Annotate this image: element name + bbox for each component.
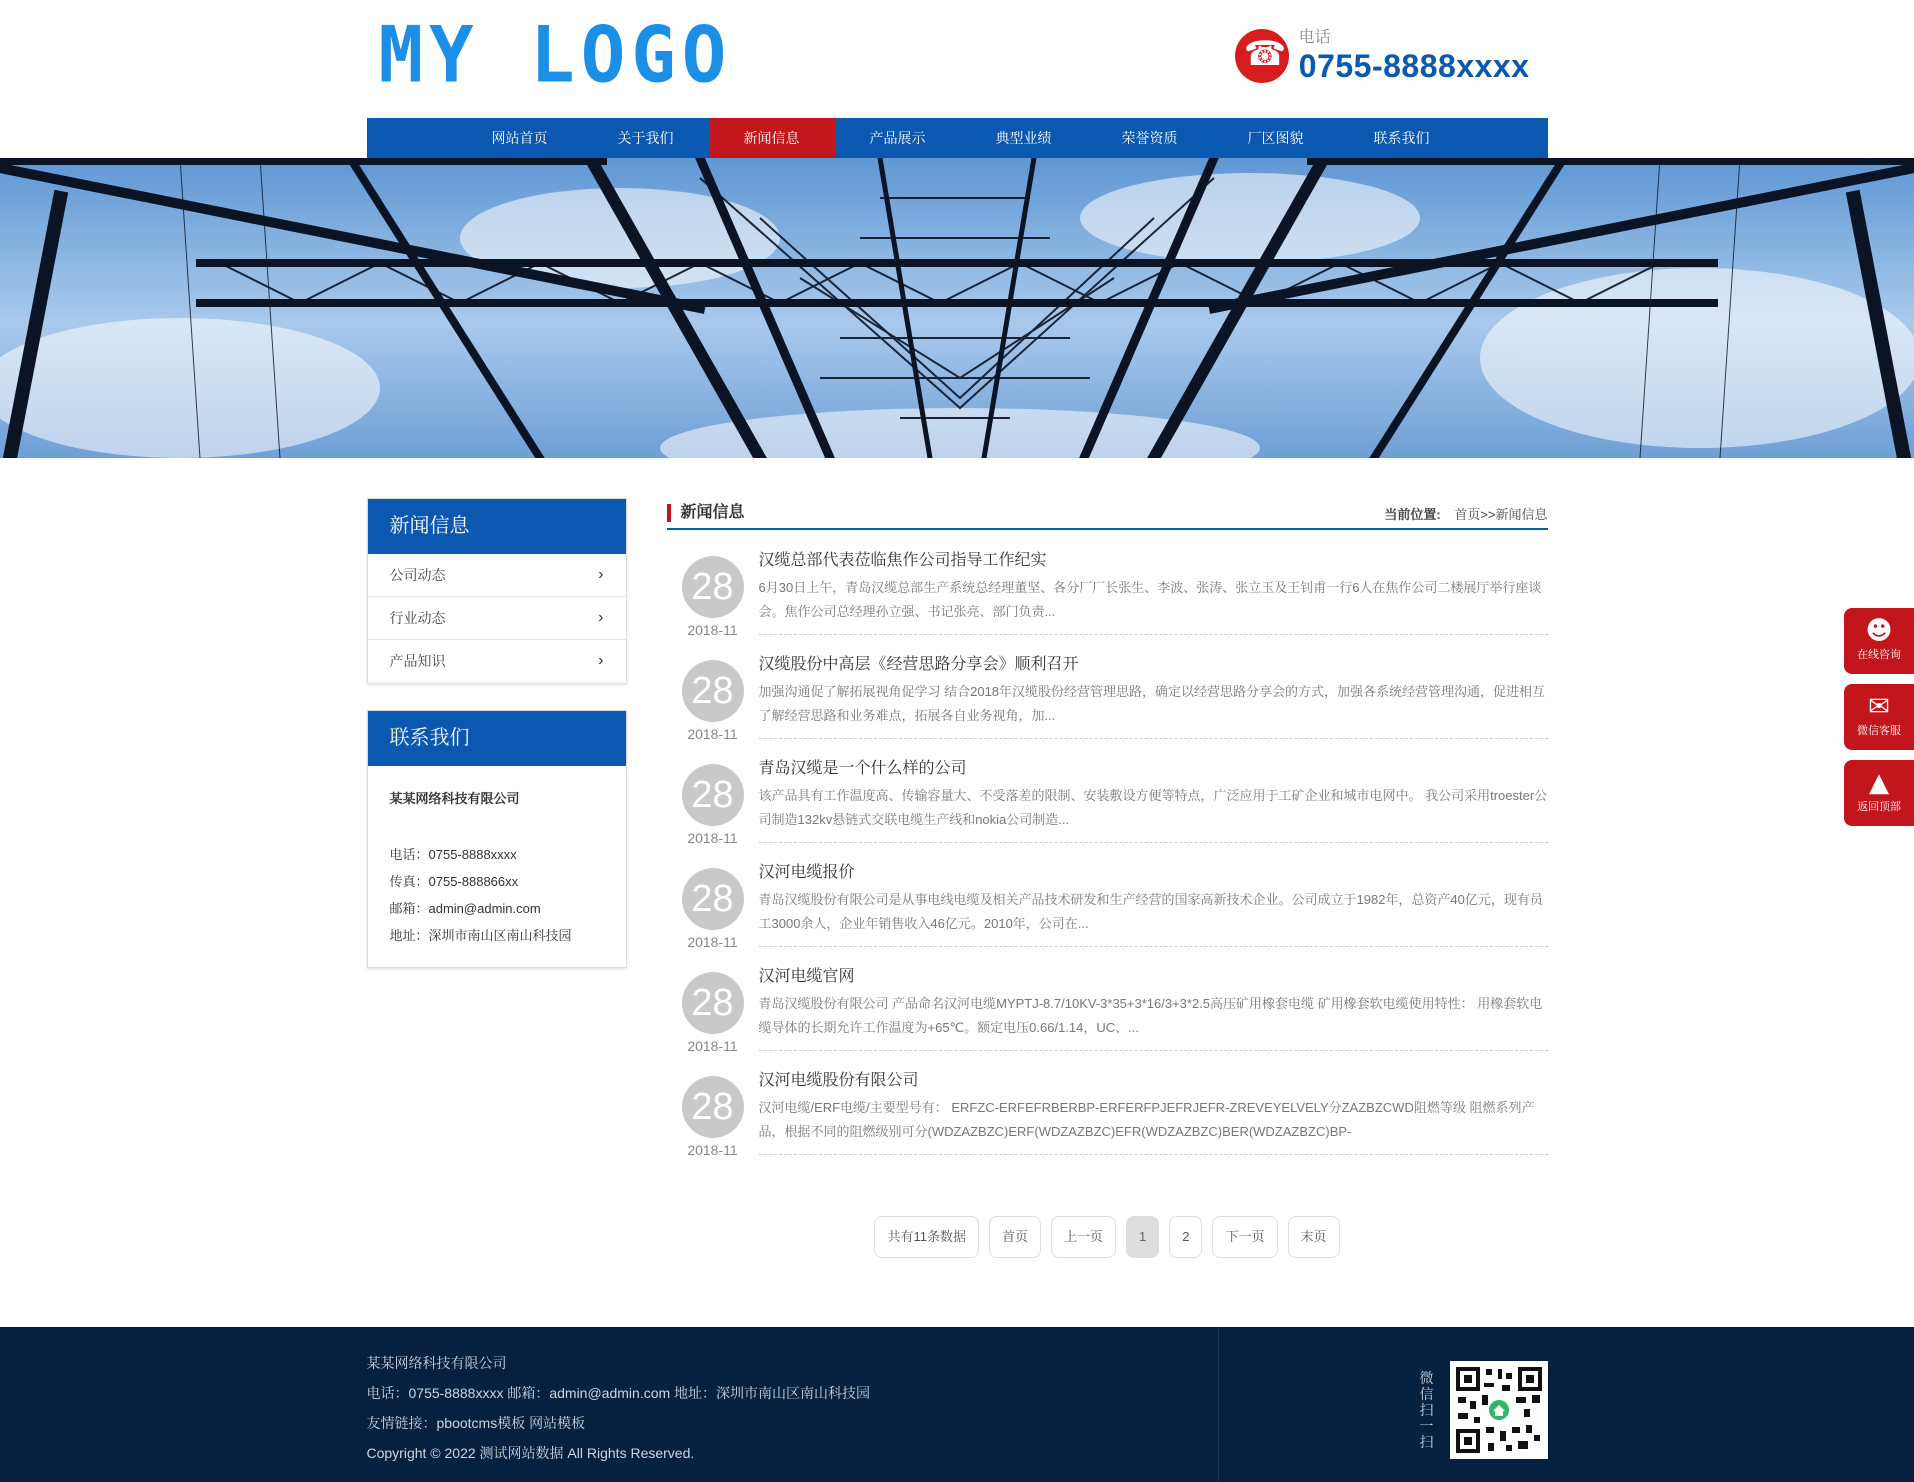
site-header bbox=[367, 0, 1548, 118]
pagination-last-button[interactable]: 末页 bbox=[1288, 1216, 1340, 1258]
nav-item-about[interactable]: 关于我们 bbox=[617, 130, 674, 146]
pagination-page-1[interactable]: 1 bbox=[1126, 1216, 1159, 1258]
chevron-right-icon: › bbox=[598, 652, 604, 669]
date-day: 28 bbox=[682, 660, 744, 722]
wechat-service-button[interactable] bbox=[1844, 684, 1914, 750]
contact-title: 联系我们 bbox=[368, 711, 626, 766]
pagination-page-2[interactable]: 2 bbox=[1169, 1216, 1202, 1258]
banner-image bbox=[0, 158, 1914, 458]
news-date bbox=[667, 964, 759, 1068]
content-area bbox=[667, 498, 1548, 1258]
pagination-total: 共有11条数据 bbox=[874, 1216, 979, 1258]
online-consult-button[interactable] bbox=[1844, 608, 1914, 674]
footer-divider bbox=[1218, 1327, 1219, 1482]
pagination-first-button[interactable]: 首页 bbox=[989, 1216, 1041, 1258]
breadcrumb-path[interactable]: 首页>>新闻信息 bbox=[1454, 506, 1548, 522]
breadcrumb bbox=[1384, 504, 1547, 523]
date-year-month: 2018-11 bbox=[687, 1038, 738, 1054]
phone-icon bbox=[1235, 29, 1289, 83]
contact-box bbox=[367, 710, 627, 968]
news-title[interactable]: 青岛汉缆是一个什么样的公司 bbox=[758, 760, 967, 777]
nav-item-home[interactable]: 网站首页 bbox=[491, 130, 548, 146]
news-summary: 该产品具有工作温度高、传输容量大、不受落差的限制、安装敷设方便等特点，广泛应用于工矿企业和城市电网中。 我公司采用troester公司制造132kv悬链式交联电缆生产线和nokia公司制造... bbox=[758, 788, 1548, 827]
date-year-month: 2018-11 bbox=[687, 830, 738, 846]
nav-item-honors[interactable]: 荣誉资质 bbox=[1121, 130, 1178, 146]
category-title: 新闻信息 bbox=[368, 499, 626, 554]
list-item[interactable] bbox=[667, 860, 1548, 964]
logo-text: MY LOGO bbox=[378, 9, 733, 101]
list-item[interactable] bbox=[667, 652, 1548, 756]
date-year-month: 2018-11 bbox=[687, 726, 738, 742]
date-day: 28 bbox=[682, 972, 744, 1034]
contact-fax: 传真：0755-888866xx bbox=[389, 874, 519, 889]
contact-address: 地址：深圳市南山区南山科技园 bbox=[389, 928, 572, 943]
date-year-month: 2018-11 bbox=[687, 622, 738, 638]
news-date bbox=[667, 548, 759, 652]
news-summary: 青岛汉缆股份有限公司 产品命名汉河电缆MYPTJ-8.7/10KV-3*35+3*16/3+3*2.5高压矿用橡套电缆 矿用橡套软电缆使用特性： 用橡套软电缆导体的长期允许工作温度为+65℃。额定电压0.66/1.14，UC、... bbox=[758, 996, 1543, 1035]
list-item[interactable] bbox=[667, 1068, 1548, 1172]
sidebar-item-label: 公司动态 bbox=[389, 567, 446, 583]
date-day: 28 bbox=[682, 868, 744, 930]
qr-code bbox=[1450, 1361, 1548, 1459]
breadcrumb-label: 当前位置: bbox=[1384, 506, 1441, 522]
news-summary: 加强沟通促了解拓展视角促学习 结合2018年汉缆股份经营管理思路，确定以经营思路分享会的方式，加强各系统经营管理沟通，促进相互了解经营思路和业务难点，拓展各自业务视角，加... bbox=[758, 684, 1546, 723]
news-summary: 6月30日上午，青岛汉缆总部生产系统总经理董坚、各分厂厂长张生、李波、张涛、张立玉及王钊甫一行6人在焦作公司二楼展厅举行座谈会。焦作公司总经理孙立强、书记张亮、部门负责... bbox=[758, 580, 1542, 619]
pylon-graphic bbox=[0, 158, 1914, 458]
news-date bbox=[667, 652, 759, 756]
sidebar-item-company-news[interactable] bbox=[368, 554, 626, 597]
wechat-scan-label: 微信扫一扫 bbox=[1419, 1370, 1434, 1450]
chevron-right-icon: › bbox=[598, 609, 604, 626]
date-day: 28 bbox=[682, 556, 744, 618]
news-title[interactable]: 汉河电缆官网 bbox=[758, 968, 855, 985]
sidebar bbox=[367, 498, 627, 1258]
news-summary: 汉河电缆/ERF电缆/主要型号有： ERFZC-ERFEFRBERBP-ERFERFPJEFRJEFR-ZREVEYELVELY分ZAZBZCWD阻燃等级 阻燃系列产品，根据不同的阻燃级别可分(WDZAZBZC)ERF(WDZAZBZC)EFR(WDZAZBZC)BER(WDZAZBZC)BP- bbox=[758, 1100, 1535, 1139]
content-header bbox=[667, 498, 1548, 530]
category-box bbox=[367, 498, 627, 684]
wechat-icon: ✉ bbox=[1868, 692, 1890, 722]
sidebar-item-label: 产品知识 bbox=[389, 653, 446, 669]
list-item[interactable] bbox=[667, 964, 1548, 1068]
qq-icon: ☻ bbox=[1865, 616, 1893, 646]
footer-contact: 电话：0755-8888xxxx 邮箱：admin@admin.com 地址：深圳市南山区南山科技园 bbox=[366, 1385, 871, 1401]
sidebar-item-product-knowledge[interactable] bbox=[368, 640, 626, 683]
news-date bbox=[667, 860, 759, 964]
nav-item-cases[interactable]: 典型业绩 bbox=[995, 130, 1052, 146]
sidebar-item-label: 行业动态 bbox=[389, 610, 446, 626]
nav-item-products[interactable]: 产品展示 bbox=[869, 130, 926, 146]
chevron-right-icon: › bbox=[598, 566, 604, 583]
site-footer bbox=[0, 1327, 1914, 1482]
nav-item-news[interactable]: 新闻信息 bbox=[709, 118, 835, 158]
list-item[interactable] bbox=[667, 756, 1548, 860]
page-title: 新闻信息 bbox=[667, 504, 745, 522]
nav-item-contact[interactable]: 联系我们 bbox=[1373, 130, 1430, 146]
date-day: 28 bbox=[682, 1076, 744, 1138]
list-item[interactable] bbox=[667, 548, 1548, 652]
site-logo[interactable] bbox=[378, 9, 733, 101]
news-title[interactable]: 汉缆股份中高层《经营思路分享会》顺利召开 bbox=[758, 656, 1079, 673]
date-year-month: 2018-11 bbox=[687, 1142, 738, 1158]
qr-code-icon bbox=[1454, 1365, 1544, 1455]
news-title[interactable]: 汉缆总部代表莅临焦作公司指导工作纪实 bbox=[758, 552, 1047, 569]
phone-label: 电话 bbox=[1298, 29, 1331, 46]
news-summary: 青岛汉缆股份有限公司是从事电线电缆及相关产品技术研发和生产经营的国家高新技术企业。公司成立于1982年，总资产40亿元，现有员工3000余人，企业年销售收入46亿元。2010年，公司在... bbox=[758, 892, 1543, 931]
contact-phone: 电话：0755-8888xxxx bbox=[389, 847, 517, 862]
news-title[interactable]: 汉河电缆报价 bbox=[758, 864, 855, 881]
sidebar-item-industry-news[interactable] bbox=[368, 597, 626, 640]
pagination bbox=[667, 1216, 1548, 1258]
pagination-next-button[interactable]: 下一页 bbox=[1212, 1216, 1277, 1258]
footer-links[interactable]: 友情链接：pbootcms模板 网站模板 bbox=[366, 1415, 586, 1431]
footer-copyright: Copyright © 2022 测试网站数据 All Rights Reserved. bbox=[366, 1445, 695, 1461]
pagination-prev-button[interactable]: 上一页 bbox=[1051, 1216, 1116, 1258]
header-phone bbox=[1235, 28, 1530, 84]
nav-item-factory[interactable]: 厂区图貌 bbox=[1247, 130, 1304, 146]
footer-company: 某某网络科技有限公司 bbox=[366, 1355, 507, 1371]
rocket-icon: ▲ bbox=[1869, 768, 1889, 798]
contact-email: 邮箱：admin@admin.com bbox=[389, 901, 541, 916]
date-day: 28 bbox=[682, 764, 744, 826]
date-year-month: 2018-11 bbox=[687, 934, 738, 950]
phone-number: 0755-8888xxxx bbox=[1298, 48, 1530, 84]
back-to-top-button[interactable] bbox=[1844, 760, 1914, 826]
float-label: 返回顶部 bbox=[1857, 801, 1901, 813]
news-list bbox=[667, 548, 1548, 1172]
news-date bbox=[667, 1068, 759, 1172]
floating-toolbar bbox=[1844, 608, 1914, 836]
float-label: 在线咨询 bbox=[1857, 649, 1901, 661]
main-nav bbox=[367, 118, 1548, 158]
news-title[interactable]: 汉河电缆股份有限公司 bbox=[758, 1072, 919, 1089]
float-label: 微信客服 bbox=[1857, 725, 1901, 737]
contact-company: 某某网络科技有限公司 bbox=[389, 791, 520, 806]
news-date bbox=[667, 756, 759, 860]
